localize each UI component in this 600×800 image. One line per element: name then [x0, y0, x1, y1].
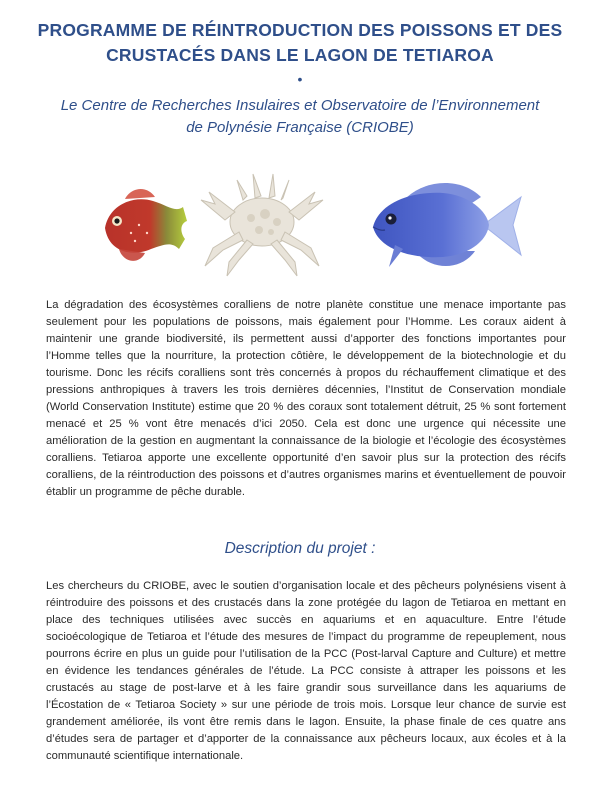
crab-icon [195, 170, 330, 280]
blue-damselfish-icon [365, 175, 525, 275]
section-heading: Description du projet : [224, 540, 376, 557]
species-illustrations [0, 165, 600, 280]
intro-paragraph: La dégradation des écosystèmes coralliens de notre planète constitue une menace importante pas seulement pour les populations de poissons, mais également pour l’Homme. Les coraux aident à maintenir une grande biodiversité, ils permettent aussi d’apporter des fonctions importantes pour l’Homme telles que la nourriture, la protection côtière, le développement de la biotechnologie et du tourisme. Donc les récifs coralliens sont très concernés à propos du réchauffement climatique et des pressions anthropiques à travers les trois dernières décennies, l’Institut de Conservation mondiale (World Conservation Institute) estime que 20 % des coraux sont totalement détruit, 25 % sont fortement menacé et 25 % vont être menacés d’ici 2050. Cela est donc une urgence qui nécessite une amélioration de la gestion en augmentant la connaissance de la biologie et l’écologie des écosystèmes coralliens. Tetiaroa apporte une excellente opportunité d’en savoir plus sur la protection des récifs coralliens, de la réintroduction des poissons et d’autres organismes marins et éventuellement de pouvoir établir un programme de pêche durable. [46, 299, 566, 498]
page-title: PROGRAMME DE RÉINTRODUCTION DES POISSONS ET DES CRUSTACÉS DANS LE LAGON DE TETIAROA [37, 20, 563, 65]
description-paragraph: Les chercheurs du CRIOBE, avec le soutien d’organisation locale et des pêcheurs polynésiens visent à réintroduire des poissons et des crustacés dans la zone protégée du lagon de Tetiaroa en mettant en place des techniques utilisées avec succès en aquariums et en aquaculture. Entre l’étude socioécologique de Tetiaroa et l’étude des mesures de l’impact du programme de repeuplement, nous pourrons écrire en plus un guide pour l’utilisation de la PCC (Post-larval Capture and Culture) et mettre en évidence les tendances générales de l’étude. La PCC consiste à attraper les poissons et les crustacés au stage de post-larve et à les faire grandir sous surveillance dans les aquariums de l’Écostation de « Tetiaroa Society » sur une période de trois mois. Lorsque leur chance de survie est grandement améliorée, ils vont être remis dans le lagon. Ensuite, la phase finale de ces quatre ans d’études sera de partager et d’apporter de la connaissance aux pêcheurs locaux, aux écoles et à la communauté scientifique internationale. [46, 580, 566, 762]
goby-fish-icon [95, 183, 190, 268]
page-subtitle: Le Centre de Recherches Insulaires et Observatoire de l’Environnement de Polynésie Française (CRIOBE) [60, 97, 540, 136]
title-separator: • [297, 71, 303, 87]
